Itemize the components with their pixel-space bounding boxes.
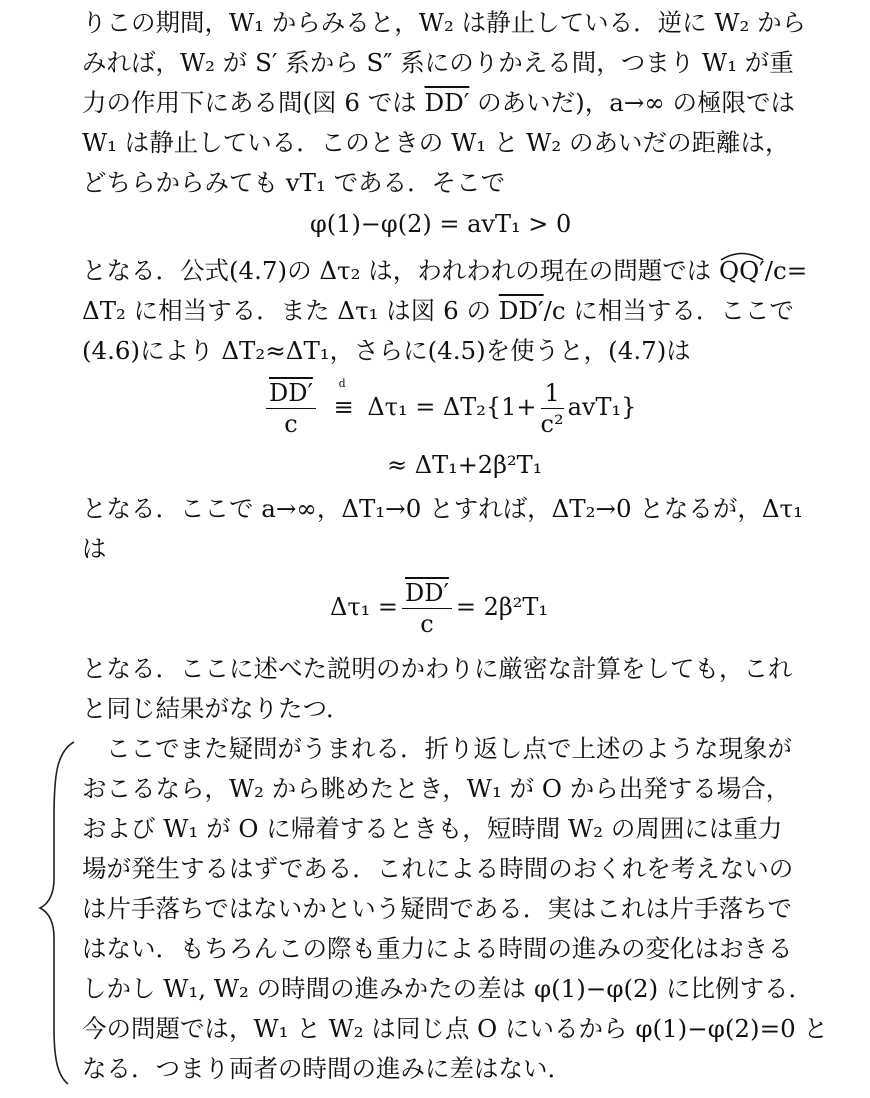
text-line-6: [82, 256, 807, 286]
text-segment: /c=: [764, 256, 808, 285]
text-line-12: と同じ結果がなりたつ．: [82, 694, 351, 723]
equation-left: Δτ₁ =: [330, 593, 398, 621]
fraction-dd-over-c: [402, 578, 452, 639]
equation-delta-tau-result: [330, 578, 548, 639]
note-line-5: は片手落ちではないかという疑問である．実はこれは片手落ちで: [82, 894, 793, 923]
fraction-denominator: c: [420, 610, 434, 638]
equation-potential-difference: φ(1)−φ(2) = avT₁ > 0: [310, 210, 572, 238]
arc-label: QQ′: [719, 256, 765, 285]
definition-mark: d: [338, 377, 346, 390]
equation-middle: Δτ₁ = ΔT₂{1+: [367, 393, 537, 421]
text-segment: /c に相当する．ここで: [543, 296, 794, 325]
definition-symbol: [333, 377, 354, 421]
note-line-9: なる．つまり両者の時間の進みに差はない．: [82, 1054, 572, 1083]
text-segment: のあいだ)，a→∞ の極限では: [469, 88, 796, 117]
fraction-numerator: DD′: [402, 578, 452, 609]
text-segment: 力の作用下にある間(図 6 では: [82, 88, 425, 117]
equation-approx: ≈ ΔT₁+2β²T₁: [387, 451, 543, 479]
text-line-8: (4.6)により ΔT₂≈ΔT₁，さらに(4.5)を使うと，(4.7)は: [82, 336, 691, 365]
fraction-one-over-c-squared: [541, 378, 564, 439]
note-line-2: おこるなら，W₂ から眺めたとき，W₁ が O から出発する場合，: [82, 774, 791, 803]
text-line-1: りこの期間，W₁ からみると，W₂ は静止している．逆に W₂ から: [82, 8, 807, 37]
text-line-4: W₁ は静止している．このときの W₁ と W₂ のあいだの距離は，: [82, 128, 790, 157]
note-line-8: 今の問題では，W₁ と W₂ は同じ点 O にいるから φ(1)−φ(2)=0 と: [82, 1014, 828, 1043]
text-line-3: [82, 88, 795, 118]
fraction-numerator: DD′: [266, 378, 316, 409]
fraction-dd-over-c: [266, 378, 316, 439]
note-line-3: および W₁ が O に帰着するときも，短時間 W₂ の周囲には重力: [82, 814, 783, 843]
definition-equiv: ≡: [333, 393, 354, 421]
note-line-4: 場が発生するはずである．これによる時間のおくれを考えないの: [82, 854, 794, 883]
equation-end: avT₁}: [567, 393, 637, 421]
equation-delta-tau: [262, 378, 636, 439]
handwritten-brace-icon: [38, 738, 78, 1088]
note-line-6: はない．もちろんこの際も重力による時間の進みの変化はおきる: [82, 934, 793, 963]
equation-right: = 2β²T₁: [455, 593, 549, 621]
note-line-7: しかし W₁, W₂ の時間の進みかたの差は φ(1)−φ(2) に比例する．: [82, 974, 813, 1003]
segment-dd-prime: DD′: [498, 296, 544, 325]
segment-dd-prime: DD′: [424, 88, 470, 117]
arc-icon: [719, 251, 765, 261]
arc-qq-prime: [719, 256, 765, 286]
text-line-9: となる．ここで a→∞，ΔT₁→0 とすれば，ΔT₂→0 となるが，Δτ₁: [82, 494, 803, 523]
text-line-10: は: [82, 534, 107, 563]
text-segment: となる．公式(4.7)の Δτ₂ は，われわれの現在の問題では: [82, 256, 720, 285]
fraction-denominator: c: [284, 410, 298, 438]
text-line-11: となる．ここに述べた説明のかわりに厳密な計算をしても，これ: [82, 654, 793, 683]
fraction-numerator: 1: [541, 378, 564, 409]
note-line-1: ここでまた疑問がうまれる．折り返し点で上述のような現象が: [106, 734, 792, 763]
text-line-7: [82, 296, 794, 326]
fraction-denominator: c²: [540, 410, 564, 438]
text-line-5: どちらからみても vT₁ である．そこで: [82, 168, 506, 197]
text-line-2: みれば，W₂ が S′ 系から S″ 系にのりかえる間，つまり W₁ が重: [82, 48, 794, 77]
text-segment: ΔT₂ に相当する．また Δτ₁ は図 6 の: [82, 296, 499, 325]
